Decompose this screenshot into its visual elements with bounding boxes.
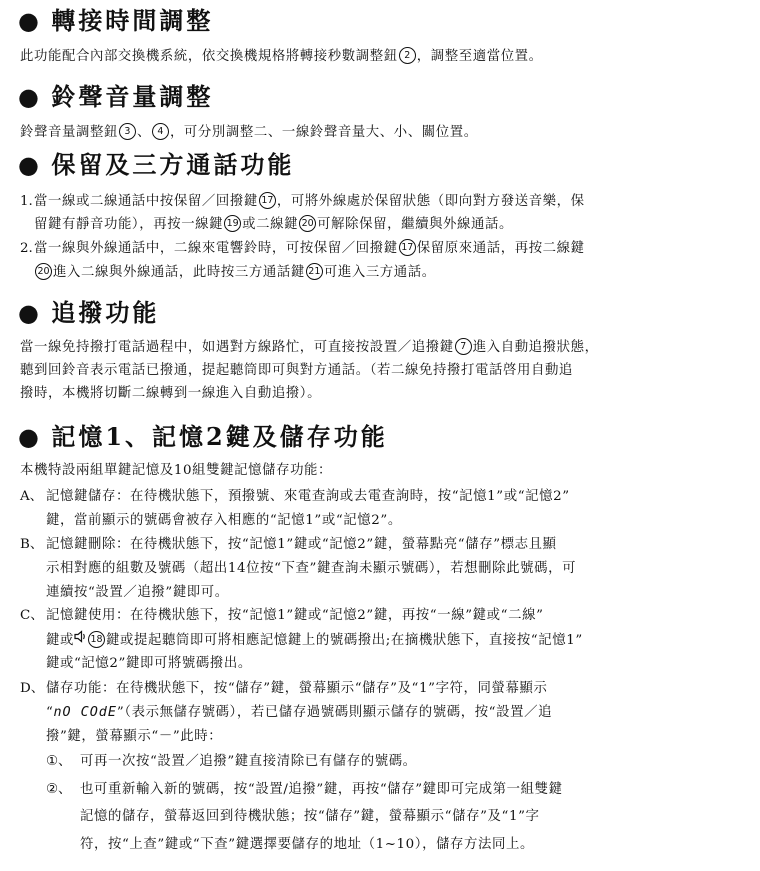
paragraph-line: 記憶鍵使用：在待機狀態下，按“記憶1”鍵或“記憶2”鍵，再按“一線”鍵或“二線”	[46, 608, 544, 623]
circled-number: 20	[299, 215, 316, 232]
circled-number: 18	[88, 631, 105, 648]
paragraph-line: 符，按“上查”鍵或“下查”鍵選擇要儲存的地址（1~10），儲存方法同上。	[80, 837, 534, 852]
bullet-icon: ●	[18, 422, 42, 451]
list-marker: 2.	[20, 241, 33, 256]
paragraph-line: 留鍵有靜音功能），再按一線鍵 19 或二線鍵 20 可解除保留，繼續與外線通話。	[34, 217, 514, 232]
paragraph-line: 記憶鍵刪除：在待機狀態下，按“記憶1”鍵或“記憶2”鍵，螢幕點亮“儲存”標志且顯	[46, 537, 557, 552]
list-marker: 1.	[20, 194, 33, 209]
circled-number: 17	[259, 192, 276, 209]
paragraph-line: “nO COdE”（表示無儲存號碼），若已儲存過號碼則顯示儲存的號碼，按“設置／追	[46, 705, 553, 720]
circled-number: 7	[455, 338, 472, 355]
paragraph-line: 鍵或 18 鍵或提起聽筒即可將相應記憶鍵上的號碼撥出;在摘機狀態下，直接按“記憶1”	[46, 631, 583, 650]
paragraph-line: 儲存功能：在待機狀態下，按“儲存”鍵，螢幕顯示“儲存”及“1”字符，同螢幕顯示	[46, 681, 548, 696]
section-title: 轉接時間調整	[51, 6, 214, 35]
circled-number: 17	[399, 239, 416, 256]
bullet-icon: ●	[18, 150, 42, 179]
section-heading-transfer-time	[18, 6, 213, 36]
sub-entry-label: ②、	[46, 782, 72, 797]
bullet-icon: ●	[18, 82, 42, 111]
paragraph-line: 可再一次按“設置／追撥”鍵直接清除已有儲存的號碼。	[80, 754, 417, 769]
paragraph-line: 示相對應的組數及號碼（超出14位按“下查”鍵查詢未顯示號碼），若想刪除此號碼，可	[46, 561, 577, 576]
circled-number: 3	[119, 123, 136, 140]
circled-number: 20	[35, 263, 52, 280]
section-heading-auto-redial	[18, 298, 159, 328]
bullet-icon: ●	[18, 6, 42, 35]
circled-number: 4	[152, 123, 169, 140]
speaker-icon	[74, 630, 87, 649]
paragraph-line: 記憶鍵儲存：在待機狀態下，預撥號、來電查詢或去電查詢時，按“記憶1”或“記憶2”	[46, 489, 570, 504]
paragraph-line: 鈴聲音量調整鈕 3 、 4 ，可分別調整二、一線鈴聲音量大、小、關位置。	[20, 125, 478, 140]
paragraph-line: 撥”鍵，螢幕顯示“－”此時：	[46, 729, 223, 744]
paragraph-line: 聽到回鈴音表示電話已撥通，提起聽筒即可與對方通話。（若二線免持撥打電話啓用自動追	[20, 363, 573, 378]
paragraph-line: 鍵或“記憶2”鍵即可將號碼撥出。	[46, 656, 252, 671]
entry-label: B、	[20, 537, 44, 552]
paragraph-line: 鍵，當前顯示的號碼會被存入相應的“記憶1”或“記憶2”。	[46, 513, 402, 528]
entry-label: C、	[20, 608, 44, 623]
circled-number: 2	[399, 47, 416, 64]
section-heading-ringer-volume	[18, 82, 213, 112]
paragraph-line: 連續按“設置／追撥”鍵即可。	[46, 585, 229, 600]
paragraph-line: 20 進入二線與外線通話，此時按三方通話鍵 21 可進入三方通話。	[34, 264, 436, 282]
paragraph-line: 當一線與外線通話中，二線來電響鈴時，可按保留／回撥鍵 17 保留原來通話，再按二線鍵	[34, 241, 585, 256]
section-title: 記憶1、記憶2鍵及儲存功能	[51, 422, 388, 451]
lcd-display-text: nO COdE	[53, 705, 117, 720]
section-heading-hold-conference	[18, 150, 294, 180]
section-title: 鈴聲音量調整	[51, 82, 214, 111]
section-title: 追撥功能	[51, 298, 160, 327]
intro-line: 本機特設兩組單鍵記憶及10組雙鍵記憶儲存功能：	[20, 463, 333, 478]
paragraph-line: 記憶的儲存，螢幕返回到待機狀態；按“儲存”鍵，螢幕顯示“儲存”及“1”字	[80, 809, 540, 824]
bullet-icon: ●	[18, 298, 42, 327]
paragraph-line: 撥時，本機將切斷二線轉到一線進入自動追撥）。	[20, 386, 322, 401]
circled-number: 19	[224, 215, 241, 232]
paragraph-line: 此功能配合內部交換機系統，依交換機規格將轉接秒數調整鈕 2 ，調整至適當位置。	[20, 49, 543, 64]
paragraph-line: 當一線免持撥打電話過程中，如遇對方線路忙，可直接按設置／追撥鍵 7 進入自動追撥狀態，	[20, 340, 599, 355]
paragraph-line: 也可重新輸入新的號碼，按“設置/追撥”鍵，再按“儲存”鍵即可完成第一組雙鍵	[80, 782, 563, 797]
paragraph-line: 當一線或二線通話中按保留／回撥鍵 17 ，可將外線處於保留狀態（即向對方發送音樂，保	[34, 194, 585, 209]
sub-entry-label: ①、	[46, 754, 72, 769]
entry-label: D、	[20, 681, 45, 696]
section-heading-memory-keys	[18, 422, 388, 452]
section-title: 保留及三方通話功能	[51, 150, 295, 179]
entry-label: A、	[20, 489, 44, 504]
circled-number: 21	[306, 263, 323, 280]
